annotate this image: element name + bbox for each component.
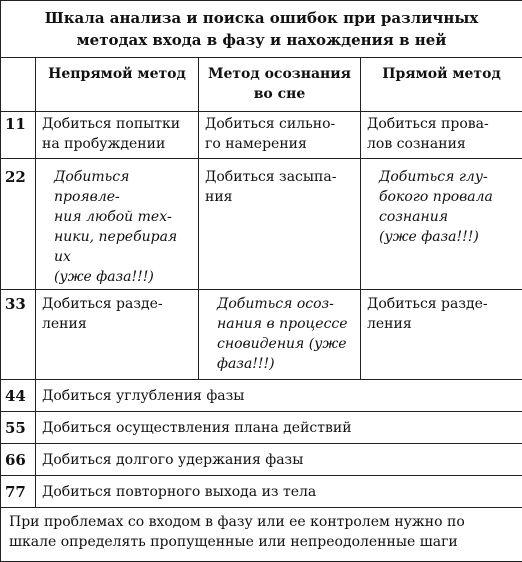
step-cell: Добиться углубления фазы	[36, 380, 522, 412]
step-number: 33	[1, 290, 36, 380]
table-row	[1, 476, 522, 508]
step-cell: Добиться сильно- го намерения	[199, 112, 361, 159]
step-cell: Добиться осоз- нания в процессе сновидения (уже фаза!!!)	[199, 290, 361, 380]
step-number: 44	[1, 380, 36, 412]
table-row	[1, 444, 522, 476]
step-cell: Добиться осуществления плана действий	[36, 412, 522, 444]
header-direct-method: Прямой метод	[361, 58, 522, 112]
title-row	[1, 1, 522, 58]
table-title-text: Шкала анализа и поиска ошибок при различных методах входа в фазу и нахождения в ней	[1, 1, 522, 57]
step-cell: Добиться долгого удержания фазы	[36, 444, 522, 476]
step-number: 22	[1, 159, 36, 290]
step-number: 66	[1, 444, 36, 476]
step-cell: Добиться глу- бокого провала сознания (уже фаза!!!)	[361, 159, 522, 290]
step-cell: Добиться проявле- ния любой тех- ники, перебирая их (уже фаза!!!)	[36, 159, 199, 290]
step-cell: Добиться повторного выхода из тела	[36, 476, 522, 508]
step-cell: Добиться засыпа- ния	[199, 159, 361, 290]
footer-note	[1, 508, 522, 562]
step-number: 11	[1, 112, 36, 159]
footer-note-text: При проблемах со входом в фазу или ее контролем нужно по шкале определять пропущенные или непреодоленные шаги	[1, 508, 522, 556]
table-row	[1, 380, 522, 412]
table-title	[1, 1, 522, 58]
table-row	[1, 159, 522, 290]
step-number: 77	[1, 476, 36, 508]
header-empty-cell	[1, 58, 36, 112]
table-row	[1, 412, 522, 444]
step-cell: Добиться прова- лов сознания	[361, 112, 522, 159]
table-row	[1, 290, 522, 380]
step-cell: Добиться разде- ления	[361, 290, 522, 380]
step-cell: Добиться попытки на пробуждении	[36, 112, 199, 159]
header-row	[1, 58, 522, 112]
header-indirect-method: Непрямой метод	[36, 58, 199, 112]
table-row	[1, 112, 522, 159]
step-cell: Добиться разде- ления	[36, 290, 199, 380]
step-number: 55	[1, 412, 36, 444]
footer-row	[1, 508, 522, 562]
header-dream-awareness-method: Метод осознания во сне	[199, 58, 361, 112]
